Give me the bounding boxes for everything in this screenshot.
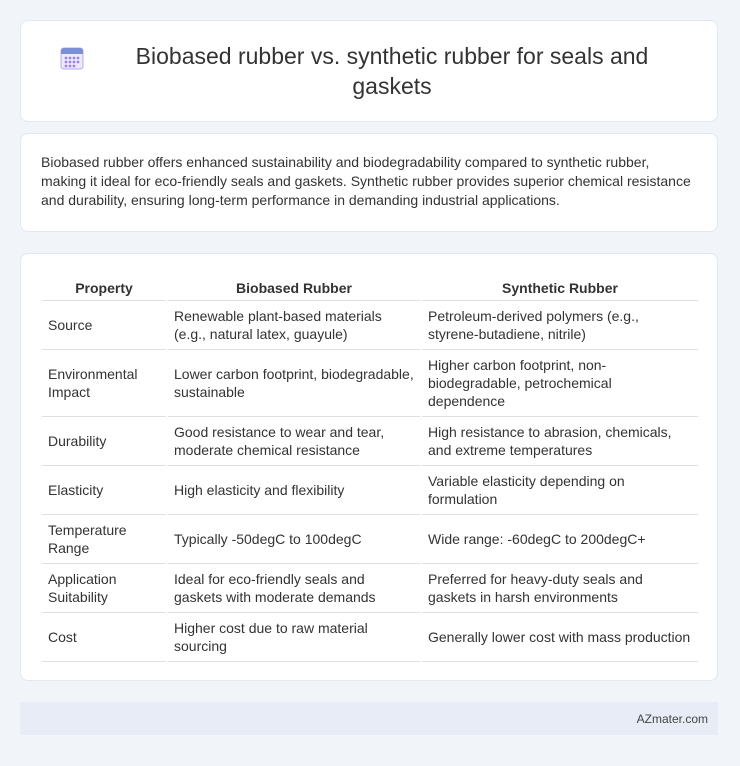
synthetic-cell: High resistance to abrasion, chemicals, and extreme temperatures [422,417,698,466]
property-cell: Application Suitability [42,564,166,613]
property-cell: Temperature Range [42,515,166,564]
title-card [20,20,718,122]
synthetic-cell: Petroleum-derived polymers (e.g., styrene-butadiene, nitrile) [422,301,698,350]
property-cell: Durability [42,417,166,466]
header-synthetic: Synthetic Rubber [422,274,698,301]
biobased-cell: Higher cost due to raw material sourcing [168,613,420,662]
property-cell: Cost [42,613,166,662]
table-row [42,466,698,515]
summary-card [20,133,718,232]
synthetic-cell: Wide range: -60degC to 200degC+ [422,515,698,564]
table-row [42,564,698,613]
page-title: Biobased rubber vs. synthetic rubber for seals and gaskets [135,43,649,99]
synthetic-cell: Preferred for heavy-duty seals and gaskets in harsh environments [422,564,698,613]
synthetic-cell: Higher carbon footprint, non-biodegradable, petrochemical dependence [422,350,698,417]
footer-brand[interactable]: AZmater.com [636,711,708,726]
biobased-cell: High elasticity and flexibility [168,466,420,515]
header-property: Property [42,274,166,301]
title-wrap [59,41,679,101]
property-cell: Source [42,301,166,350]
biobased-cell: Ideal for eco-friendly seals and gaskets with moderate demands [168,564,420,613]
footer [20,702,718,735]
table-row [42,301,698,350]
table-row [42,417,698,466]
table-row [42,515,698,564]
calendar-icon [59,45,85,71]
property-cell: Elasticity [42,466,166,515]
table-header-row [42,274,698,301]
biobased-cell: Lower carbon footprint, biodegradable, sustainable [168,350,420,417]
table-card [20,253,718,681]
biobased-cell: Renewable plant-based materials (e.g., natural latex, guayule) [168,301,420,350]
biobased-cell: Good resistance to wear and tear, moderate chemical resistance [168,417,420,466]
summary-text: Biobased rubber offers enhanced sustainability and biodegradability compared to synthetic rubber, making it ideal for eco-friendly seals and gaskets. Synthetic rubber provides superior chemical resistance and durability, ensuring long-term performance in demanding industrial applications. [41,154,691,208]
property-cell: Environmental Impact [42,350,166,417]
biobased-cell: Typically -50degC to 100degC [168,515,420,564]
table-row [42,350,698,417]
header-biobased: Biobased Rubber [168,274,420,301]
comparison-table [40,274,700,662]
table-row [42,613,698,662]
synthetic-cell: Generally lower cost with mass production [422,613,698,662]
synthetic-cell: Variable elasticity depending on formulation [422,466,698,515]
